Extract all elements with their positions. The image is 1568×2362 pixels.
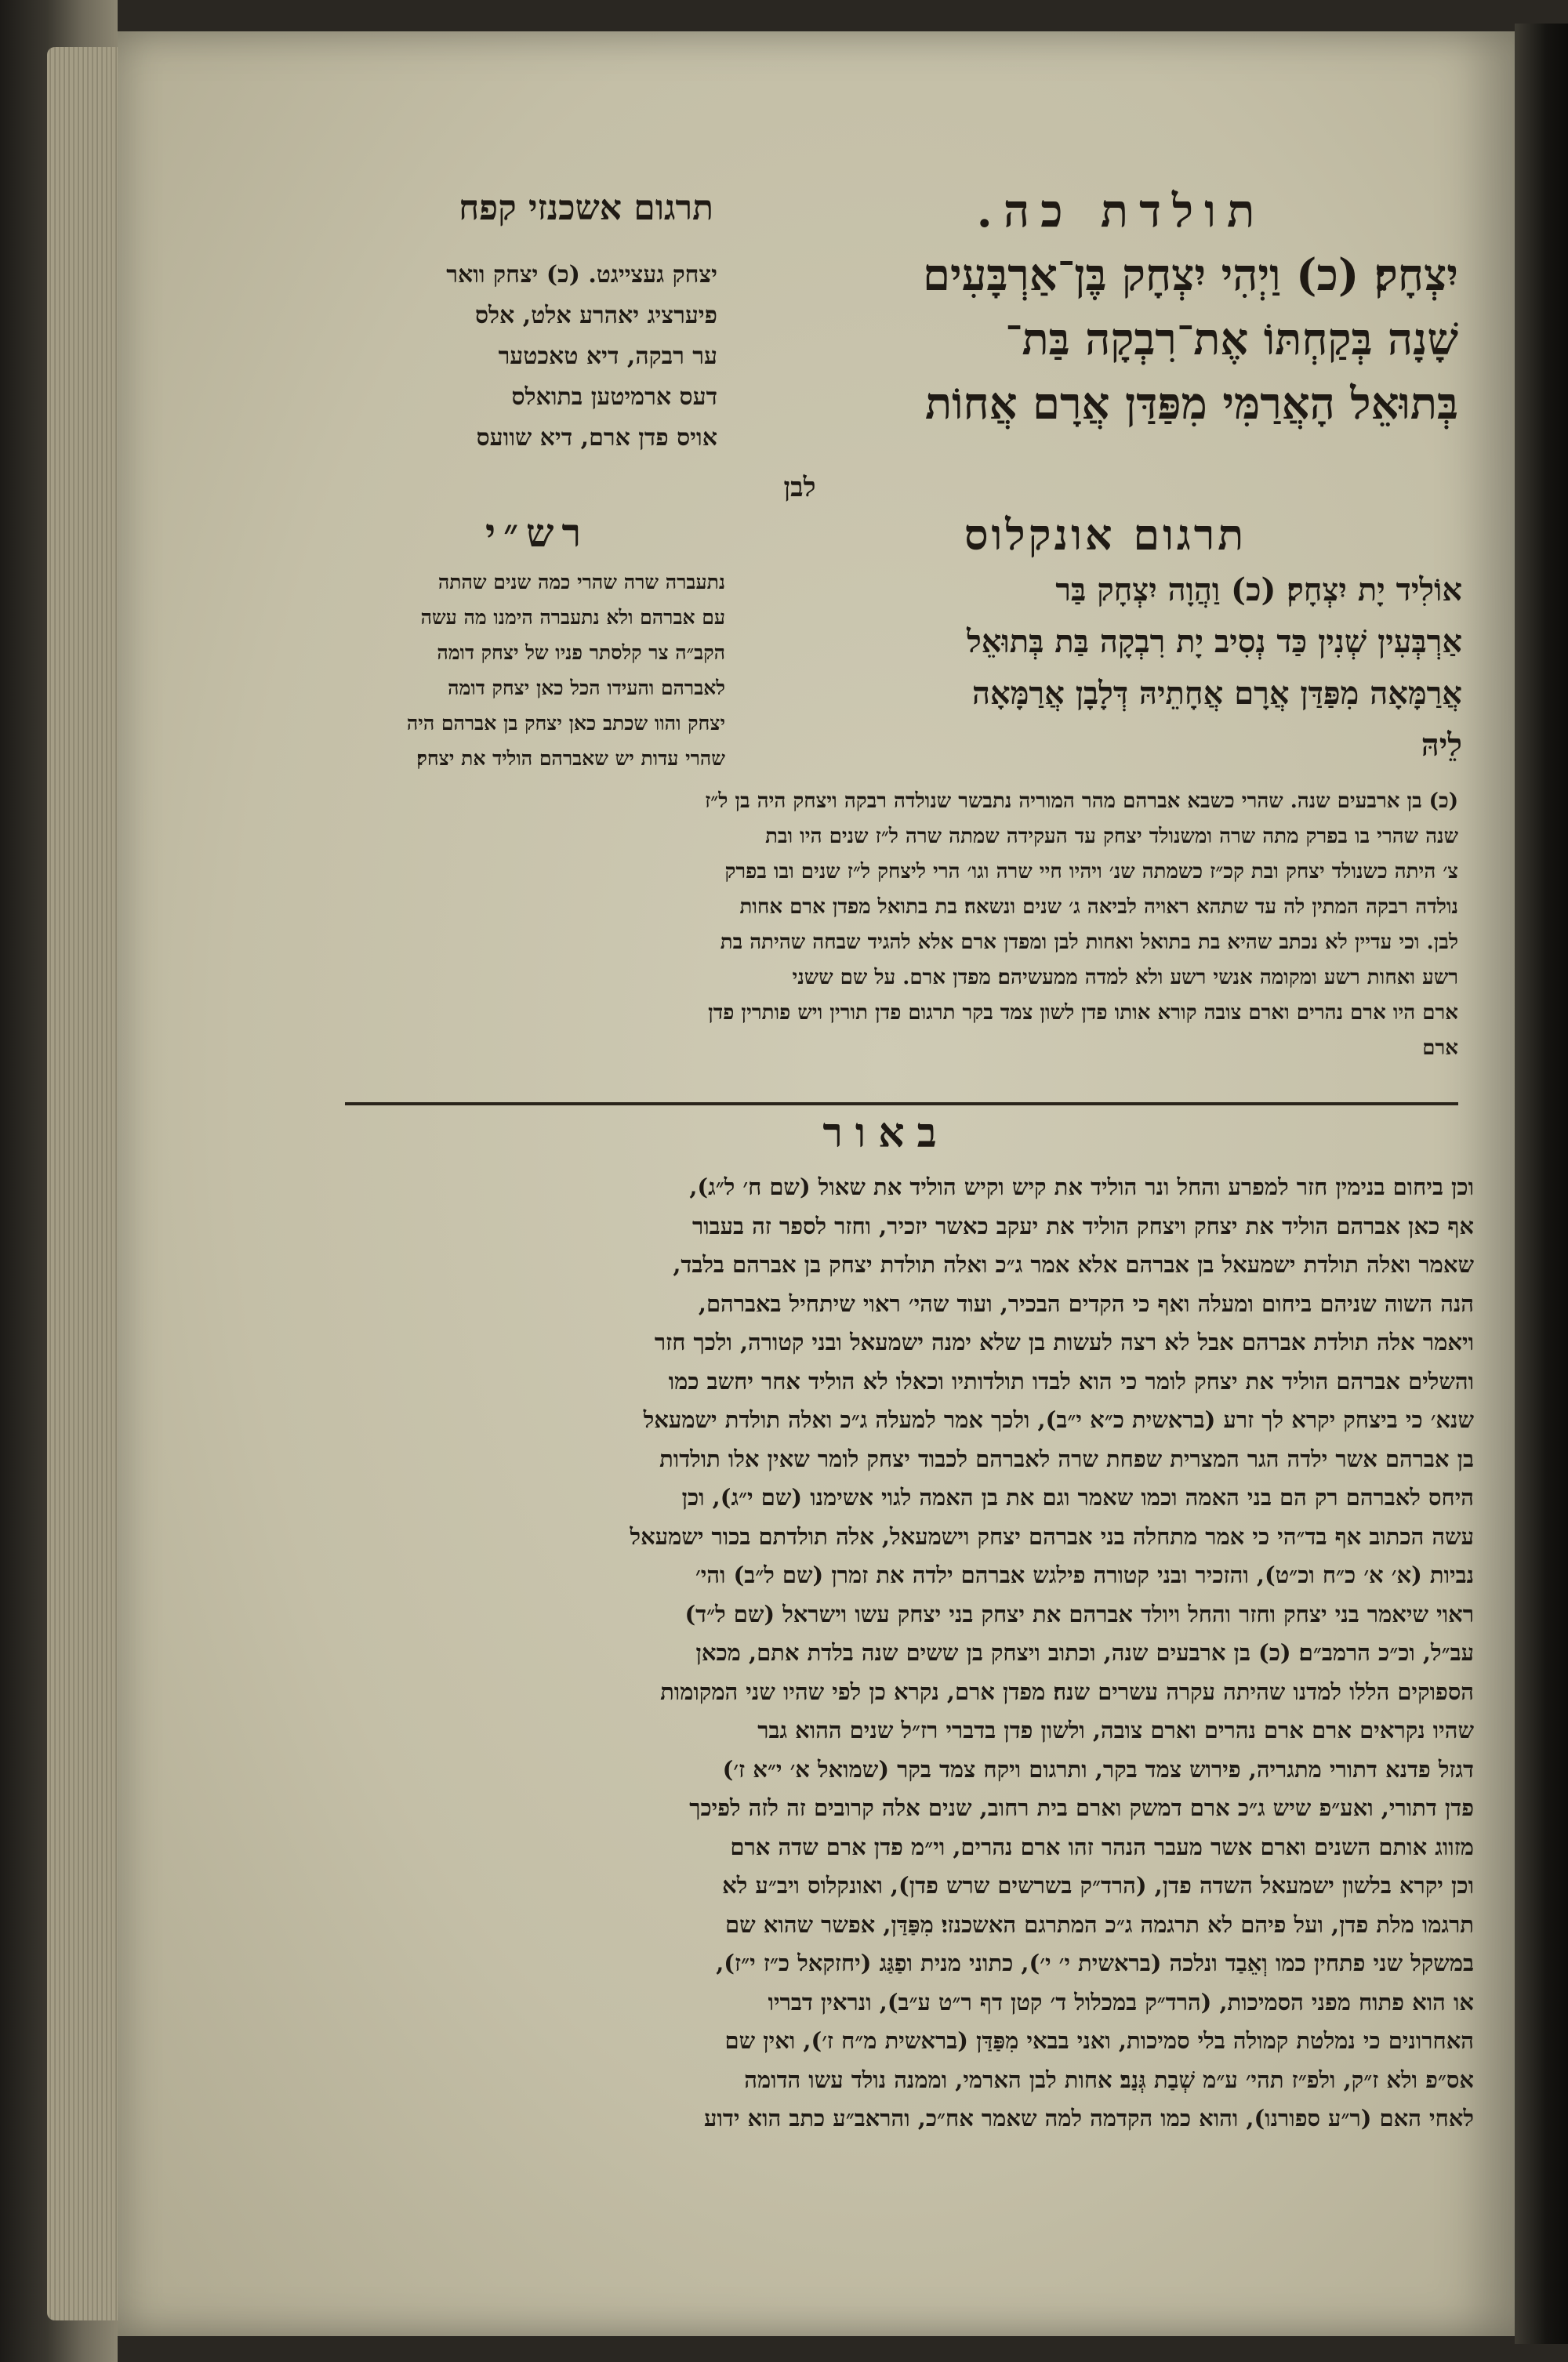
biur-line: ראוי שיאמר בני יצחק וחזר והחל ויולד אברהם את יצחק בני יצחק עשו וישראל (שם ל״ד) [684,1600,1474,1627]
biur-line: אס״פ ולא ז״ק, ולפ״ז תהי׳ ע״מ שְׁבַת גְּנַב׃ אחות לבן הארמי, וממנה נולד עשו הדומה [744,2066,1474,2093]
verse-catchword: לבן [783,472,816,503]
onkelos-line: אֲרַמָּאָה מִפַּדַּן אֲרָם אֲחָתֵיהּ דְּלָבָן אֲרַמָּאָה [972,675,1462,712]
verse-line: בְּתוּאֵל הָאֲרַמִּי מִפַּדַּן אֲרָם אֲחוֹת [924,378,1458,430]
translation-line: ער רבקה, דיא טאכטער [498,343,717,370]
translation-line: דעס ארמיטען בתואלס [511,383,717,411]
biur-line: במשקל שני פתחין כמו וְאֵבַד ונלכה (בראשית י׳ י׳), כתוני מנית ופַגַּג (יחזקאל כ״ז י״ז), [716,1950,1474,1976]
biur-line: וכן ביחום בנימין חזר למפרע והחל ונר הוליד את קיש וקיש הוליד את שאול (שם ח׳ ל״ג), [689,1174,1474,1200]
rashi-line: הקב״ה צר קלסתר פניו של יצחק דומה [437,641,725,664]
biur-line: עב״ל, וכ״כ הרמב״ם׃ (כ) בן ארבעים שנה, וכתוב ויצחק בן ששים שנה בלדת אתם, מכאן [695,1639,1474,1666]
biur-line: בן אברהם אשר ילדה הגר המצרית שפחת שרה לאברהם לכבוד יצחק לומר שאין אלו תולדות [659,1445,1474,1472]
biur-line: נביות (א׳ א׳ כ״ח וכ״ט), והזכיר ובני קטורה פילגש אברהם ילדה את זמרן (שם ל״ב) והי׳ [695,1562,1474,1588]
onkelos-line: לֵיהּ [1421,727,1462,764]
rashi-continuation-line: שנה שהרי בו בפרק מתה שרה ומשנולד יצחק עד העקידה שמתה שרה ל״ז שנים היו ובת [765,825,1458,848]
biur-line: אף כאן אברהם הוליד את יצחק ויצחק הוליד את יעקב כאשר יזכיר, וחזר לספר זה בעבור [691,1212,1474,1239]
biur-line: שהיו נקראים ארם ארם נהרים וארם צובה, ולשון פדן בדברי רז״ל שנים ההוא גבר [757,1717,1474,1743]
section-divider-rule [345,1102,1458,1105]
rashi-continuation-line: נולדה רבקה המתין לה עד שתהא ראויה לביאה ג׳ שנים ונשאה׃ בת בתואל מפדן ארם אחות [739,895,1458,919]
rashi-line: יצחק והוו שכתב כאן יצחק בן אברהם היה [406,712,725,735]
rashi-line: שהרי עדות יש שאברהם הוליד את יצחק׃ [416,747,725,770]
rashi-continuation-block [345,784,1458,1066]
verse-line: שָׁנָה בְּקַחְתּוֹ אֶת־רִבְקָה בַּת־ [1005,314,1458,365]
biur-line: שאמר ואלה תולדת ישמעאל בן אברהם אלא אמר ג״כ ואלה תולדת יצחק בן אברהם בלבד, [673,1251,1474,1278]
translation-line: פיערציג יאהרע אלט, אלס [474,302,717,329]
onkelos-line: אוֹלִיד יָת יִצְחָק׃ (כ) וַהֲוָה יִצְחָק בַּר [1055,571,1462,608]
biur-line: או הוא פתוח מפני הסמיכות, (הרד״ק במכלול ד׳ קטן דף ר״ט ע״ב), ונראין דבריו [768,1988,1474,2016]
rashi-continuation-line: לבן. וכי עדיין לא נכתב שהיא בת בתואל ואחות לבן ומפדן ארם אלא להגיד שבחה שהיתה בת [720,931,1458,954]
rashi-text-block [357,564,725,776]
onkelos-heading: תרגום אונקלוס [964,510,1247,560]
running-header-title: תולדת כה. [976,184,1266,238]
biur-line: הנה השוה שניהם ביחום ומעלה ואף כי הקדים הבכיר, ועוד שהי׳ ראוי שיתחיל באברהם, [698,1290,1474,1317]
rashi-line: עם אברהם ולא נתעברה הימנו מה עשה [420,606,725,629]
rashi-continuation-line: ארם היו ארם נהרים וארם צובה קורא אותו פדן לשון צמד בקר תרגום פדן תורין ויש פותרין פדן [708,1001,1458,1025]
verse-line: יִצְחָק׃ (כ) וַיְהִי יִצְחָק בֶּן־אַרְבָּעִים [923,249,1458,301]
biur-line: שנא׳ כי ביצחק יקרא לך זרע (בראשית כ״א י״ב), ולכך אמר למעלה ג״כ ואלה תולדת ישמעאל [643,1406,1474,1433]
rashi-continuation-line: צ׳ היתה כשנולד יצחק ובת קכ״ז כשמתה שנ׳ ויהיו חיי שרה וגו׳ הרי ליצחק ל״ז שנים ובו בפרק [724,860,1458,883]
biur-line: תרגמו מלת פדן, ועל פיהם לא תרגמה ג״כ המתרגם האשכנזי׃ מִפַּדַּן, אפשר שהוא שם [725,1910,1474,1938]
onkelos-line: אַרְבְּעִין שְׁנִין כַּד נְסִיב יָת רִבְקָה בַּת בְּתוּאֵל [967,623,1462,660]
biur-line: ויאמר אלה תולדת אברהם אבל לא רצה לעשות בן שלא ימנה ישמעאל ובני קטורה, ולכך חזר [654,1329,1474,1355]
book-gutter [1515,24,1568,2344]
rashi-line: נתעברה שרה שהרי כמה שנים שהתה [437,571,725,593]
rashi-continuation-line: (כ) בן ארבעים שנה. שהרי כשבא אברהם מהר המוריה נתבשר שנולדה רבקה ויצחק היה בן ל״ז [705,789,1458,813]
biur-line: עשה הכתוב אף בד״הי כי אמר מתחלה בני אברהם יצחק וישמעאל, אלה תולדתם בכור ישמעאל [630,1522,1474,1550]
biur-line: פדן דתורי, ואע״פ שיש ג״כ ארם דמשק וארם בית רחוב, שנים אלה קרובים זה לזה לפיכך [689,1794,1474,1821]
biur-line: האחרונים כי נמלטת קמולה בלי סמיכות, ואני בבאי מִפַּדַּן (בראשית מ״ח ז׳), ואין שם [724,2027,1474,2054]
biur-line: היחס לאברהם רק הם בני האמה וכמו שאמר וגם את בן האמה לגוי אשימנו (שם י״ג), וכן [681,1484,1474,1511]
rashi-continuation-line: רשע ואחות רשע ומקומה אנשי רשע ולא למדה ממעשיהם׃ מפדן ארם. על שם ששני [792,966,1458,989]
biur-line: והשלים אברהם הוליד את יצחק לומר כי הוא לבדו תולדותיו וכאלו לא הוליד אחר יחשב כמו [668,1367,1474,1395]
biur-line: דגזל פדנא דתורי מתגריה, פירוש צמד בקר, ותרגום ויקח צמד בקר (שמואל א׳ י״א ז׳) [722,1755,1474,1783]
running-header-translation: תרגום אשכנזי קפח [459,188,713,228]
biur-text-block [329,1168,1474,2139]
rashi-line: לאברהם והעידו הכל כאן יצחק דומה [448,677,725,699]
torah-verse-block [753,243,1458,436]
translation-line: אויס פדן ארם, דיא שוועס [476,424,717,452]
biur-line: וכן יקרא בלשון ישמעאל השדה פדן, (הרד״ק בשרשים שרש פדן), ואונקלוס ויב״ע לא [722,1872,1474,1899]
ashkenazi-translation-block [349,255,717,459]
rashi-heading: רש״י [485,510,590,556]
onkelos-text-block [741,564,1462,771]
biur-line: לאחי האם (ר״ע ספורנו), והוא כמו הקדמה למה שאמר אח״כ, והראב״ע כתב הוא ידוע [704,2105,1474,2132]
biur-line: מזווג אותם השנים וארם אשר מעבר הנהר זהו ארם נהרים, וי״מ פדן ארם שדה ארם [730,1833,1474,1860]
biur-heading: באור [822,1109,949,1157]
translation-line: יצחק געצייגט. (כ) יצחק וואר [446,261,717,288]
biur-line: הספוקים הללו למדנו שהיתה עקרה עשרים שנה׃ מפדן ארם, נקרא כן לפי שהיו שני המקומות [660,1678,1474,1705]
rashi-continuation-line: ארם [1422,1036,1458,1060]
